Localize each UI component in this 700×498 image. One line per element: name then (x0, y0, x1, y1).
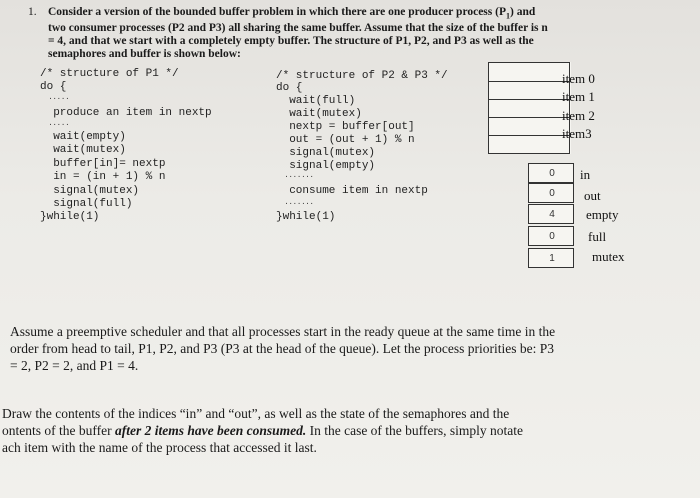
question-text: Consider a version of the bounded buffer problem in which there are one producer process $(P_1)$ and two consumer processes (P2 and P3) all sharing the same buffer. Assume that the size of the buffer is n = 4, and that we start with a completely empty buffer. The structure of P1, P2, and P3 as well as the semaphores and buffer is shown below: (48, 6, 658, 61)
paragraph-line (2, 422, 698, 439)
semaphore-box-in (528, 163, 574, 183)
buffer-label: item 2 (562, 108, 595, 123)
code-line: }while(1) (40, 211, 100, 223)
semaphore-box-empty (528, 204, 574, 224)
code-line: ....... (276, 172, 314, 180)
paragraph-line: Draw the contents of the indices “in” and “out”, as well as the state of the semaphores and the (2, 406, 510, 421)
emphasis-text: after 2 items have been consumed. (114, 423, 307, 438)
paragraph-line: Assume a preemptive scheduler and that all processes start in the ready queue at the same time in the (10, 324, 556, 339)
paragraph-line: order from head to tail, P1, P2, and P3 (P3 at the head of the queue). Let the process priorities be: P3 (10, 341, 554, 356)
code-line: buffer[in]= nextp (40, 158, 166, 170)
code-line: wait(empty) (40, 131, 126, 143)
code-line: in = (in + 1) % n (40, 171, 166, 183)
code-line: out = (out + 1) % n (276, 134, 415, 146)
code-line: wait(mutex) (40, 144, 126, 156)
semaphore-value: 0 (549, 188, 555, 199)
buffer-label: item3 (562, 126, 592, 141)
code-line: ..... (40, 94, 70, 102)
question-line-4: semaphores and buffer is shown below: (48, 48, 241, 61)
code-line: do { (40, 81, 67, 93)
paragraph-line: ach item with the name of the process that accessed it last. (2, 440, 317, 455)
semaphore-label: in (580, 167, 591, 182)
code-line: }while(1) (276, 211, 336, 223)
question-line-1-end: ) and (510, 6, 536, 18)
semaphore-value: 4 (549, 209, 555, 220)
semaphore-value: 0 (549, 231, 555, 242)
semaphore-value: 0 (549, 168, 555, 179)
code-line: signal(mutex) (276, 147, 376, 159)
code-line: ....... (276, 199, 314, 207)
code-line: signal(empty) (276, 160, 376, 172)
code-line: ..... (40, 120, 70, 128)
code-line: wait(mutex) (276, 108, 362, 120)
code-line: do { (276, 82, 303, 94)
buffer-slot (488, 99, 570, 118)
code-line: signal(mutex) (40, 185, 140, 197)
code-line: consume item in nextp (276, 185, 428, 197)
question-line-1: Consider a version of the bounded buffer problem in which there are one producer process (P (48, 6, 506, 18)
buffer-slot (488, 135, 570, 154)
paragraph-text: ontents of the buffer (2, 423, 115, 438)
buffer-slot (488, 117, 570, 136)
instruction-paragraph (2, 405, 698, 456)
semaphore-value: 1 (549, 253, 555, 264)
code-line: signal(full) (40, 198, 133, 210)
code-line: /* structure of P2 & P3 */ (276, 70, 448, 82)
code-line: produce an item in nextp (40, 107, 212, 119)
code-line: nextp = buffer[out] (276, 121, 415, 133)
code-line: /* structure of P1 */ (40, 68, 179, 80)
question-line-2: two consumer processes (P2 and P3) all sharing the same buffer. Assume that the size of the buffer is n (48, 22, 548, 35)
paragraph-text: In the case of the buffers, simply notate (306, 423, 524, 438)
semaphore-label: full (588, 229, 607, 244)
semaphore-label: empty (586, 207, 619, 222)
buffer-label: item 1 (562, 89, 595, 104)
semaphore-box-out (528, 183, 574, 203)
buffer-label: item 0 (562, 71, 595, 86)
semaphore-box-full (528, 226, 574, 246)
buffer-slot-top (488, 62, 570, 82)
semaphore-label: out (584, 188, 601, 203)
assumption-paragraph (10, 323, 698, 374)
code-line: wait(full) (276, 95, 356, 107)
semaphore-label: mutex (592, 249, 625, 264)
paragraph-line: = 2, P2 = 2, and P1 = 4. (10, 358, 139, 373)
semaphore-box-mutex (528, 248, 574, 268)
buffer-slot (488, 81, 570, 100)
question-number: 1. (28, 6, 37, 18)
question-line-3: = 4, and that we start with a completely empty buffer. The structure of P1, P2, and P3 as well as the (48, 35, 534, 48)
